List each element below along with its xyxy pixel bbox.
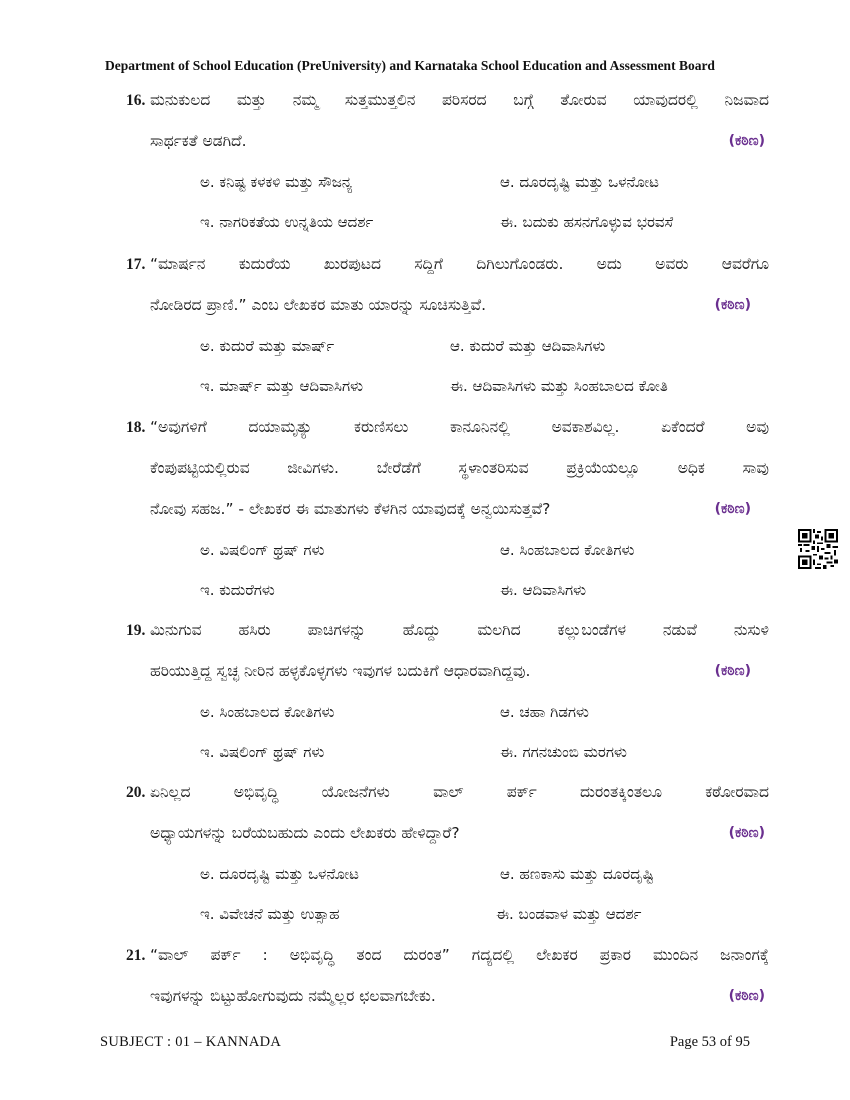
- question-18: [126, 407, 769, 612]
- option-c: ಇ. ಕುದುರೆಗಳು: [200, 581, 275, 599]
- options: [126, 530, 769, 612]
- question-text: ಮನುಕುಲದ ಮತ್ತು ನಮ್ಮ ಸುತ್ತಮುತ್ತಲಿನ ಪರಿಸರದ ಬಗ್ಗೆ ತೋರುವ ಯಾವುದರಲ್ಲಿ ನಿಜವಾದ: [150, 91, 769, 109]
- footer-page-number: Page 53 of 95: [669, 1034, 750, 1050]
- footer-subject: SUBJECT : 01 – KANNADA: [100, 1034, 282, 1050]
- option-b: ಆ. ಕುದುರೆ ಮತ್ತು ಆದಿವಾಸಿಗಳು: [450, 337, 606, 355]
- question-text: ಏನಿಲ್ಲದ ಅಭಿವೃದ್ಧಿ ಯೋಜನೆಗಳು ವಾಲ್ ಪರ್ಕ್ ದುರಂತಕ್ಕಿಂತಲೂ ಕಠೋರವಾದ: [150, 783, 769, 801]
- option-a: ಅ. ಕನಿಷ್ಟ ಕಳಕಳಿ ಮತ್ತು ಸೌಜನ್ಯ: [200, 173, 353, 191]
- option-b: ಆ. ದೂರದೃಷ್ಟಿ ಮತ್ತು ಒಳನೋಟ: [500, 173, 659, 191]
- option-d: ಈ. ಬಂಡವಾಳ ಮತ್ತು ಆದರ್ಶ: [496, 905, 642, 923]
- page-header: Department of School Education (PreUniversity) and Karnataka School Education and Assessment Board: [105, 58, 715, 73]
- option-a: ಅ. ಕುದುರೆ ಮತ್ತು ಮಾರ್ಷ್: [200, 337, 335, 355]
- option-c: ಇ. ನಾಗರಿಕತೆಯ ಉನ್ನತಿಯ ಆದರ್ಶ: [200, 213, 374, 231]
- option-c: ಇ. ಮಾರ್ಷ್ ಮತ್ತು ಆದಿವಾಸಿಗಳು: [200, 377, 363, 395]
- question-number: 21.: [126, 947, 146, 964]
- question-text: “ಮಾರ್ಷನ ಕುದುರೆಯ ಖುರಪುಟದ ಸದ್ದಿಗೆ ದಿಗಿಲುಗೊಂಡರು. ಅದು ಅವರು ಆವರೆಗೂ: [150, 255, 769, 273]
- options: [126, 162, 769, 244]
- difficulty-tag: (ಕಠಿಣ): [728, 988, 765, 1004]
- difficulty-tag: (ಕಠಿಣ): [714, 297, 751, 313]
- options: [126, 854, 769, 936]
- option-b: ಆ. ಹಣಕಾಸು ಮತ್ತು ದೂರದೃಷ್ಟಿ: [500, 865, 654, 883]
- question-text-cont: ಹರಿಯುತ್ತಿದ್ದ ಸ್ವಚ್ಛ ನೀರಿನ ಹಳ್ಳಕೊಳ್ಳಗಳು ಇವುಗಳ ಬದುಕಿಗೆ ಆಧಾರವಾಗಿದ್ದವು.: [150, 662, 531, 680]
- option-a: ಅ. ವಿಷಲಿಂಗ್ ಥ್ರಷ್ ಗಳು: [200, 541, 325, 559]
- question-text: ಮಿನುಗುವ ಹಸಿರು ಪಾಚಿಗಳನ್ನು ಹೊದ್ದು ಮಲಗಿದ ಕಲ್ಲುಬಂಡೆಗಳ ನಡುವೆ ನುಸುಳಿ: [150, 621, 769, 639]
- question-19: [126, 610, 769, 774]
- question-number: 17.: [126, 256, 146, 273]
- question-text-cont: ನೋವು ಸಹಜ.” - ಲೇಖಕರ ಈ ಮಾತುಗಳು ಕೆಳಗಿನ ಯಾವುದಕ್ಕೆ ಅನ್ವಯಿಸುತ್ತವೆ?: [150, 500, 551, 518]
- option-a: ಅ. ದೂರದೃಷ್ಟಿ ಮತ್ತು ಒಳನೋಟ: [200, 865, 359, 883]
- difficulty-tag: (ಕಠಿಣ): [714, 663, 751, 679]
- option-b: ಆ. ಸಿಂಹಬಾಲದ ಕೋತಿಗಳು: [500, 541, 635, 559]
- option-a: ಅ. ಸಿಂಹಬಾಲದ ಕೋತಿಗಳು: [200, 703, 335, 721]
- difficulty-tag: (ಕಠಿಣ): [714, 501, 751, 517]
- question-number: 19.: [126, 622, 146, 639]
- question-text-cont: ನೋಡಿರದ ಪ್ರಾಣಿ.” ಎಂಬ ಲೇಖಕರ ಮಾತು ಯಾರನ್ನು ಸೂಚಿಸುತ್ತಿವೆ.: [150, 296, 487, 314]
- question-21: [126, 935, 769, 1017]
- question-text-cont: ಅಧ್ಯಾಯಗಳನ್ನು ಬರೆಯಬಹುದು ಎಂದು ಲೇಖಕರು ಹೇಳಿದ್ದಾರೆ?: [150, 824, 460, 842]
- question-number: 20.: [126, 784, 146, 801]
- option-c: ಇ. ವಿಷಲಿಂಗ್ ಥ್ರಷ್ ಗಳು: [200, 743, 325, 761]
- question-text-cont: ಸಾರ್ಥಕತೆ ಅಡಗಿದೆ.: [150, 132, 247, 150]
- option-d: ಈ. ಆದಿವಾಸಿಗಳು: [500, 581, 587, 599]
- option-d: ಈ. ಆದಿವಾಸಿಗಳು ಮತ್ತು ಸಿಂಹಬಾಲದ ಕೋತಿ: [450, 377, 668, 395]
- option-d: ಈ. ಗಗನಚುಂಬಿ ಮರಗಳು: [500, 743, 627, 761]
- question-number: 18.: [126, 419, 146, 436]
- question-text-cont: ಕೆಂಪುಪಟ್ಟಿಯಲ್ಲಿರುವ ಜೀವಿಗಳು. ಬೇರೆಡೆಗೆ ಸ್ಥಳಾಂತರಿಸುವ ಪ್ರಕ್ರಿಯೆಯಲ್ಲೂ ಅಧಿಕ ಸಾವು: [150, 459, 769, 477]
- qr-code-icon: [798, 529, 838, 569]
- question-20: [126, 772, 769, 936]
- option-c: ಇ. ವಿವೇಚನೆ ಮತ್ತು ಉತ್ಸಾಹ: [200, 905, 340, 923]
- difficulty-tag: (ಕಠಿಣ): [728, 133, 765, 149]
- question-16: [126, 80, 769, 244]
- question-number: 16.: [126, 92, 146, 109]
- question-text: “ವಾಲ್ ಪರ್ಕ್ : ಅಭಿವೃದ್ಧಿ ತಂದ ದುರಂತ” ಗದ್ಯದಲ್ಲಿ ಲೇಖಕರ ಪ್ರಕಾರ ಮುಂದಿನ ಜನಾಂಗಕ್ಕೆ: [150, 946, 769, 964]
- options: [126, 326, 769, 408]
- difficulty-tag: (ಕಠಿಣ): [728, 825, 765, 841]
- option-d: ಈ. ಬದುಕು ಹಸನಗೊಳ್ಳುವ ಭರವಸೆ: [500, 213, 674, 231]
- question-text: “ಅವುಗಳಿಗೆ ದಯಾಮೃತ್ಯು ಕರುಣಿಸಲು ಕಾನೂನಿನಲ್ಲಿ ಅವಕಾಶವಿಲ್ಲ. ಏಕೆಂದರೆ ಅವು: [150, 418, 769, 436]
- options: [126, 692, 769, 774]
- option-b: ಆ. ಚಹಾ ಗಿಡಗಳು: [500, 703, 589, 721]
- question-text-cont: ಇವುಗಳನ್ನು ಬಿಟ್ಟುಹೋಗುವುದು ನಮ್ಮೆಲ್ಲರ ಛಲವಾಗಬೇಕು.: [150, 987, 436, 1005]
- question-17: [126, 244, 769, 408]
